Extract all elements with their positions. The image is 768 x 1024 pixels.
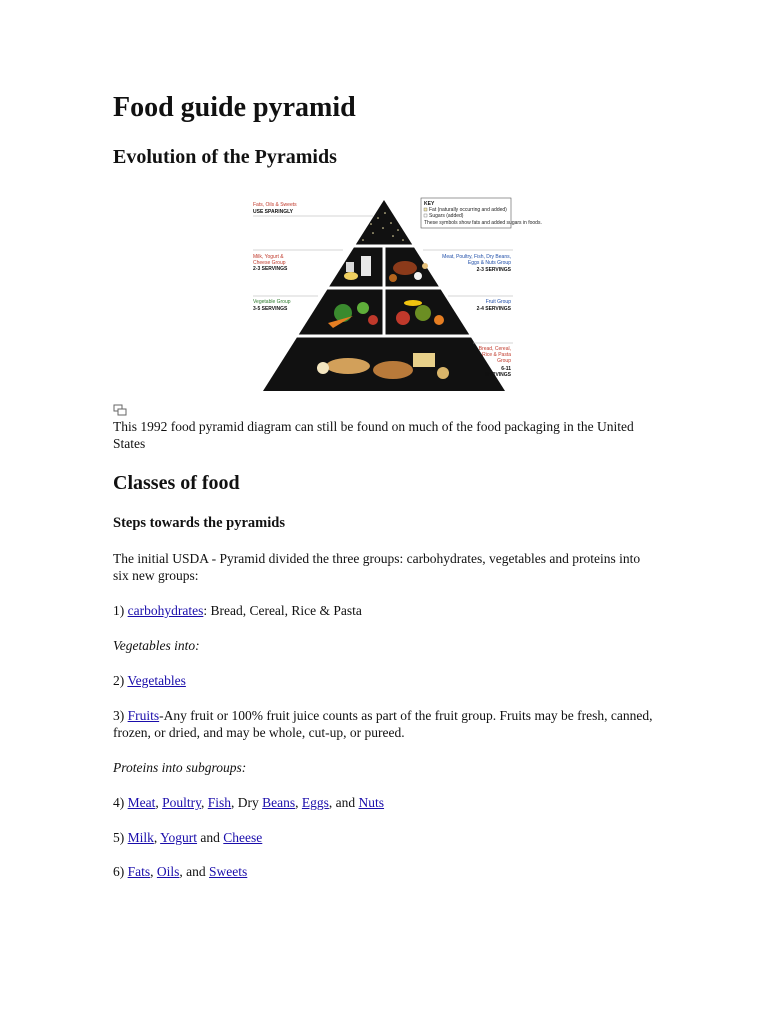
- key-fat-label: Fat (naturally occurring and added): [429, 207, 507, 213]
- link-fish[interactable]: Fish: [207, 795, 232, 810]
- item-number: 6): [113, 864, 128, 879]
- item-number: 5): [113, 830, 128, 845]
- link-beans[interactable]: Beans: [262, 795, 296, 810]
- food-pyramid-diagram: [243, 188, 542, 404]
- separator: ,: [150, 864, 157, 879]
- bread-servings-label: 6-11: [501, 366, 511, 372]
- separator: , and: [328, 795, 359, 810]
- list-item-3: [113, 707, 658, 741]
- item-number: 3): [113, 708, 128, 723]
- milk-servings-label: 2-3 SERVINGS: [253, 266, 288, 272]
- separator: ,: [201, 795, 208, 810]
- meat-group-label-2: Eggs & Nuts Group: [467, 260, 511, 266]
- item-text: -Any fruit or 100% fruit juice counts as part of the fruit group. Fruits may be fresh, canned, frozen, or dried, and may be whole, cut-up, or pureed.: [113, 708, 653, 740]
- bread-group-label: Bread, Cereal,: [478, 346, 511, 352]
- separator: ,: [295, 795, 302, 810]
- fats-servings-label: USE SPARINGLY: [253, 209, 294, 215]
- page-title: Food guide pyramid: [113, 92, 356, 123]
- link-cheese[interactable]: Cheese: [223, 830, 263, 845]
- fruit-group-label: Fruit Group: [485, 299, 511, 305]
- item-text: : Bread, Cereal, Rice & Pasta: [203, 603, 362, 618]
- link-fats[interactable]: Fats: [127, 864, 151, 879]
- link-oils[interactable]: Oils: [156, 864, 180, 879]
- link-fruits[interactable]: Fruits: [127, 708, 160, 723]
- food-pyramid-figure: [243, 188, 542, 404]
- link-meat[interactable]: Meat: [127, 795, 156, 810]
- bread-group-label-3: Group: [497, 358, 511, 364]
- pyramid-key-box: [421, 198, 542, 228]
- milk-group-label-2: Cheese Group: [253, 260, 286, 266]
- milk-group-label: Milk, Yogurt &: [253, 254, 284, 260]
- separator: and: [197, 830, 224, 845]
- vegetables-into-note: [113, 637, 658, 654]
- meat-group-label: Meat, Poultry, Fish, Dry Beans,: [442, 254, 511, 260]
- item-number: 1): [113, 603, 128, 618]
- meat-servings-label: 2-3 SERVINGS: [476, 267, 511, 273]
- fats-group-label: Fats, Oils & Sweets: [253, 202, 297, 208]
- key-note: These symbols show fats and added sugars in foods.: [424, 220, 542, 226]
- list-item-6: [113, 863, 658, 880]
- link-vegetables[interactable]: Vegetables: [127, 673, 186, 688]
- enlarge-image-icon[interactable]: [113, 404, 127, 416]
- item-number: 2): [113, 673, 128, 688]
- intro-paragraph: The initial USDA - Pyramid divided the three groups: carbohydrates, vegetables and proteins into six new groups:: [113, 551, 641, 583]
- separator: , Dry: [231, 795, 263, 810]
- link-carbohydrates[interactable]: carbohydrates: [127, 603, 204, 618]
- figure-caption: This 1992 food pyramid diagram can still be found on much of the food packaging in the United States: [113, 419, 634, 451]
- bread-group-label-2: Rice & Pasta: [482, 352, 511, 358]
- separator: ,: [153, 830, 161, 845]
- link-nuts[interactable]: Nuts: [358, 795, 385, 810]
- section-heading-evolution: Evolution of the Pyramids: [113, 146, 337, 168]
- vegetable-group-label: Vegetable Group: [253, 299, 291, 305]
- vegetable-servings-label: 3-5 SERVINGS: [253, 306, 288, 312]
- fruit-servings-label: 2-4 SERVINGS: [476, 306, 511, 312]
- separator: , and: [179, 864, 210, 879]
- proteins-into-note: [113, 759, 658, 776]
- item-number: 4): [113, 795, 128, 810]
- vegetables-into-text: Vegetables into:: [113, 638, 200, 653]
- bread-servings-label-2: SERVINGS: [485, 372, 511, 378]
- subsection-heading-steps: Steps towards the pyramids: [113, 515, 285, 531]
- link-sweets[interactable]: Sweets: [209, 864, 248, 879]
- list-item-2: [113, 672, 658, 689]
- link-eggs[interactable]: Eggs: [301, 795, 329, 810]
- separator: ,: [155, 795, 163, 810]
- link-yogurt[interactable]: Yogurt: [160, 830, 198, 845]
- section-heading-classes: Classes of food: [113, 472, 240, 494]
- list-item-4: [113, 794, 658, 811]
- link-milk[interactable]: Milk: [127, 830, 154, 845]
- list-item-5: [113, 829, 658, 846]
- key-title: KEY: [424, 201, 435, 207]
- proteins-into-text: Proteins into subgroups:: [113, 760, 247, 775]
- list-item-1: [113, 602, 658, 619]
- key-sugar-label: Sugars (added): [429, 213, 464, 219]
- link-poultry[interactable]: Poultry: [162, 795, 202, 810]
